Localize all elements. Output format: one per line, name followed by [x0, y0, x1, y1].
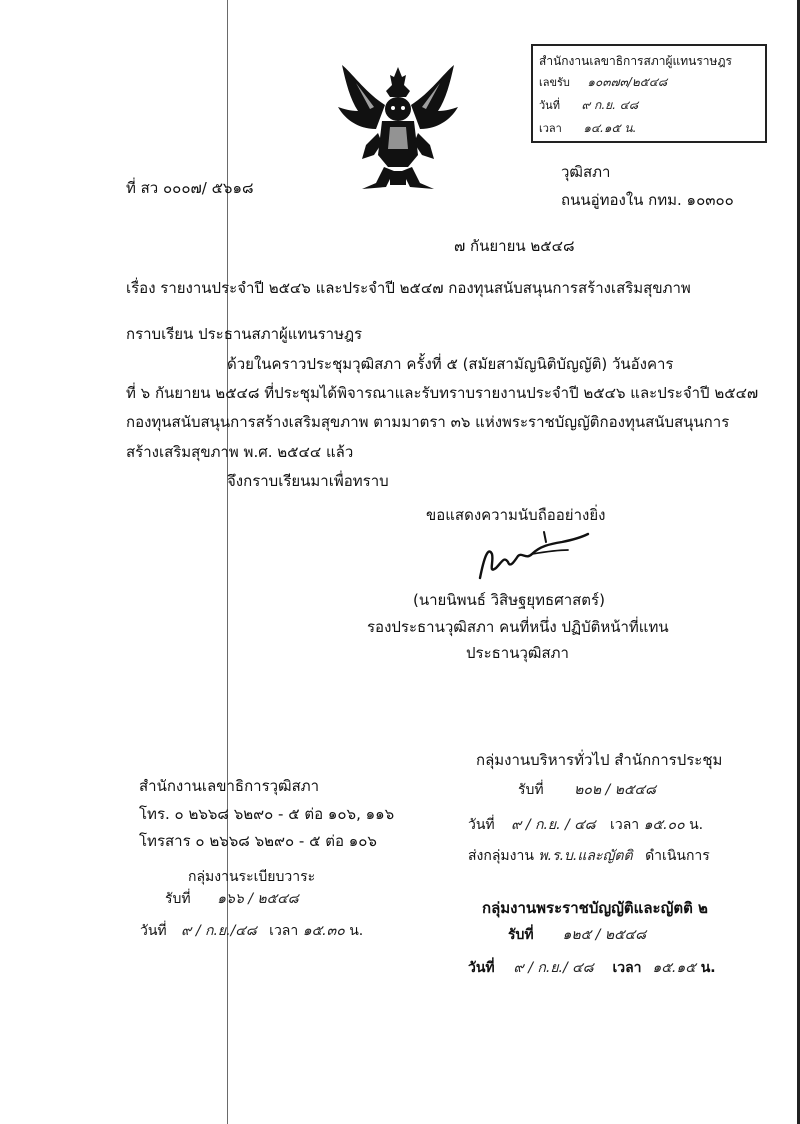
- addressee-line: กราบเรียน ประธานสภาผู้แทนราษฎร: [126, 325, 363, 343]
- signer-title-2: ประธานวุฒิสภา: [466, 644, 569, 662]
- bills-date-label: วันที่: [468, 960, 495, 976]
- receipt-no: [539, 73, 667, 92]
- general-date-label: วันที่: [468, 817, 495, 833]
- receipt-time-label: เวลา: [539, 122, 562, 135]
- signer-title-1: รองประธานวุฒิสภา คนที่หนึ่ง ปฏิบัติหน้าที่แทน: [367, 618, 669, 636]
- receipt-no-value: ๑๐๓๗๓/๒๕๔๘: [587, 75, 668, 89]
- agenda-recv-value: ๑๖๖ / ๒๕๔๘: [217, 891, 299, 907]
- receipt-time: [539, 119, 636, 138]
- footer-office-tel: โทร. ๐ ๒๖๖๘ ๖๒๙๐ - ๕ ต่อ ๑๐๖, ๑๑๖: [139, 805, 395, 823]
- receipt-date: [539, 96, 638, 115]
- general-time-label: เวลา: [610, 817, 640, 833]
- receipt-stamp: [531, 44, 767, 143]
- general-stamp-recv: [518, 779, 656, 801]
- reference-number: ที่ สว ๐๐๐๗/ ๕๖๑๘: [126, 179, 254, 197]
- body-line-4: สร้างเสริมสุขภาพ พ.ศ. ๒๕๔๔ แล้ว: [126, 443, 354, 461]
- agenda-date-label: วันที่: [140, 923, 167, 939]
- bills-stamp-recv: [508, 924, 646, 946]
- fold-line: [227, 0, 228, 1124]
- signature: [474, 528, 592, 586]
- agenda-time-value: ๑๕.๓๐: [302, 923, 345, 939]
- general-recv-value: ๒๐๒ / ๒๕๔๘: [574, 782, 656, 798]
- agenda-stamp-date: [140, 920, 363, 942]
- agenda-time-label: เวลา: [269, 923, 299, 939]
- general-stamp-title: กลุ่มงานบริหารทั่วไป สำนักการประชุม: [476, 751, 723, 769]
- agenda-date-value: ๙ / ก.ย./๔๘: [181, 923, 257, 939]
- general-stamp-send: [468, 845, 710, 867]
- general-send-label: ส่งกลุ่มงาน: [468, 848, 534, 864]
- bills-time-label: เวลา: [612, 960, 642, 976]
- general-send-value: พ.ร.บ.และญัตติ: [538, 848, 633, 864]
- subject-line: เรื่อง รายงานประจำปี ๒๕๔๖ และประจำปี ๒๕๔๗ กองทุนสนับสนุนการสร้างเสริมสุขภาพ: [126, 279, 691, 297]
- bills-stamp-title: กลุ่มงานพระราชบัญญัติและญัตติ ๒: [482, 899, 708, 917]
- closing-line: ขอแสดงความนับถืออย่างยิ่ง: [426, 506, 606, 524]
- footer-office-fax: โทรสาร ๐ ๒๖๖๘ ๖๒๙๐ - ๕ ต่อ ๑๐๖: [139, 832, 377, 850]
- receipt-date-label: วันที่: [539, 99, 560, 112]
- garuda-emblem-icon: [336, 63, 460, 191]
- bills-time-unit: น.: [700, 960, 716, 976]
- receipt-office: สำนักงานเลขาธิการสภาผู้แทนราษฎร: [539, 54, 732, 68]
- receipt-no-label: เลขรับ: [539, 76, 570, 89]
- bills-stamp-date: [468, 957, 716, 979]
- agenda-stamp-title: กลุ่มงานระเบียบวาระ: [188, 869, 316, 885]
- general-date-value: ๙ / ก.ย. / ๔๘: [511, 817, 596, 833]
- agenda-time-unit: น.: [349, 923, 364, 939]
- document-date: ๗ กันยายน ๒๕๔๘: [454, 237, 575, 255]
- general-time-unit: น.: [689, 817, 704, 833]
- agenda-stamp-recv: [165, 888, 299, 910]
- bills-date-value: ๙ / ก.ย./ ๔๘: [513, 960, 594, 976]
- general-action-label: ดำเนินการ: [645, 848, 710, 864]
- sender-address: ถนนอู่ทองใน กทม. ๑๐๓๐๐: [561, 191, 734, 209]
- agenda-recv-label: รับที่: [165, 891, 191, 907]
- receipt-date-value: ๙ ก.ย. ๔๘: [581, 98, 639, 112]
- signer-name: (นายนิพนธ์ วิสิษฐยุทธศาสตร์): [413, 591, 605, 609]
- bills-time-value: ๑๕.๑๕: [652, 960, 696, 976]
- body-line-2: ที่ ๖ กันยายน ๒๕๔๘ ที่ประชุมได้พิจารณาและรับทราบรายงานประจำปี ๒๕๔๖ และประจำปี ๒๕๔๗: [126, 384, 759, 402]
- general-time-value: ๑๕.๐๐: [643, 817, 685, 833]
- body-line-1: ด้วยในคราวประชุมวุฒิสภา ครั้งที่ ๕ (สมัยสามัญนิติบัญญัติ) วันอังคาร: [227, 355, 674, 373]
- general-stamp-date: [468, 814, 703, 836]
- bills-recv-value: ๑๒๕ / ๒๕๔๘: [562, 927, 647, 943]
- sender-org: วุฒิสภา: [561, 163, 611, 181]
- body-line-3: กองทุนสนับสนุนการสร้างเสริมสุขภาพ ตามมาตรา ๓๖ แห่งพระราชบัญญัติกองทุนสนับสนุนการ: [126, 413, 730, 431]
- receipt-time-value: ๑๔.๑๕ น.: [583, 121, 637, 135]
- general-recv-label: รับที่: [518, 782, 544, 798]
- footer-office-name: สำนักงานเลขาธิการวุฒิสภา: [139, 777, 320, 795]
- bills-recv-label: รับที่: [508, 927, 534, 943]
- body-line-5: จึงกราบเรียนมาเพื่อทราบ: [227, 472, 389, 490]
